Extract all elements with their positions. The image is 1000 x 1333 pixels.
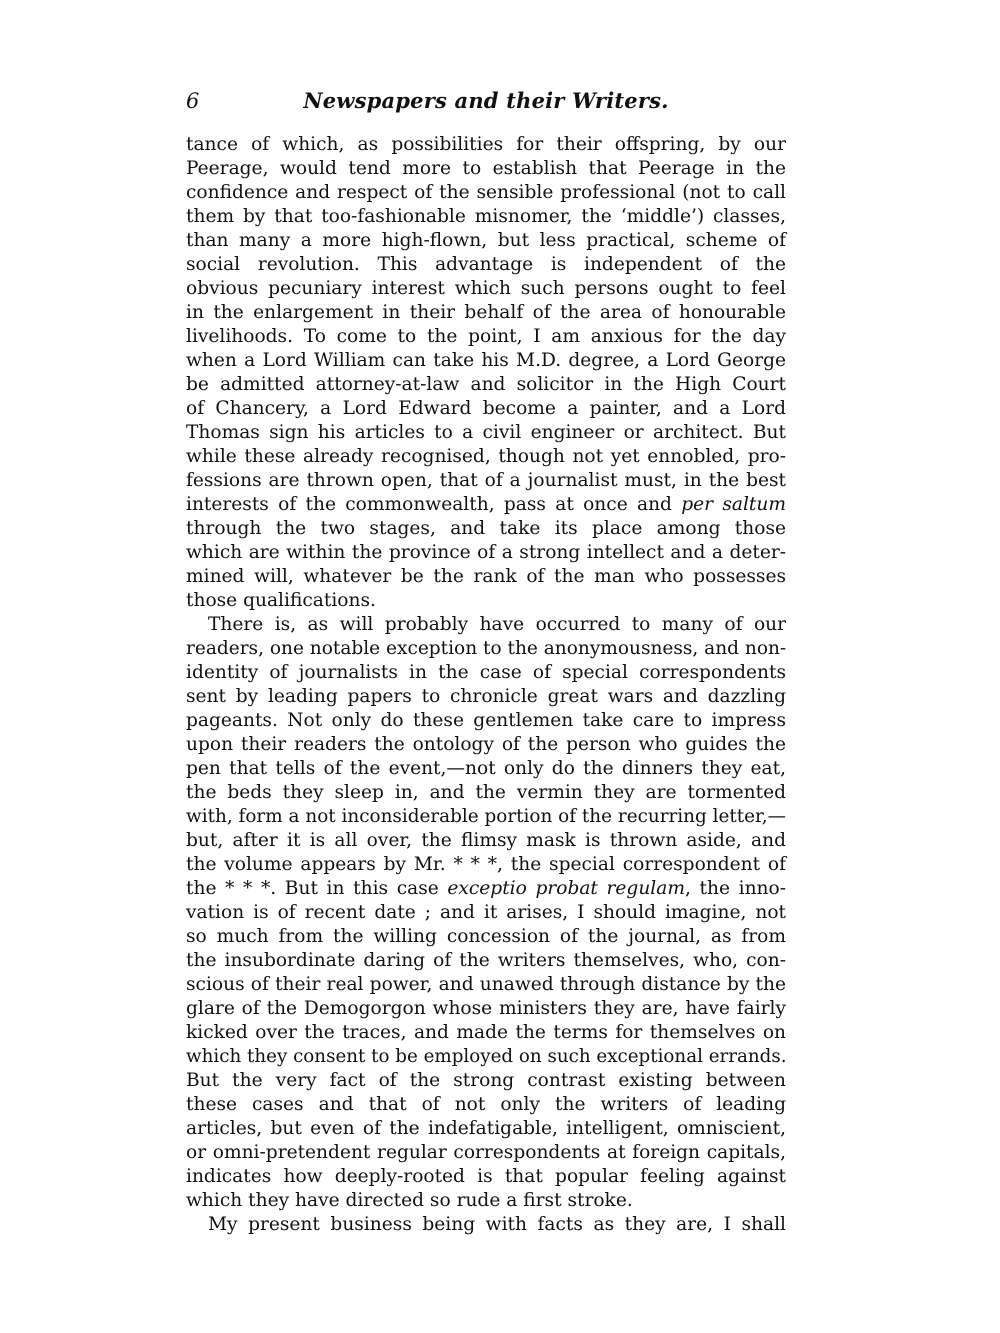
paragraph-end-line: which they have directed so rude a first stroke. xyxy=(186,1190,633,1211)
text-line: in the enlargement in their behalf of the area of honourable xyxy=(186,302,786,323)
text-line: which are within the province of a strong intellect and a deter- xyxy=(186,542,786,563)
text-line: upon their readers the ontology of the person who guides the xyxy=(186,734,786,755)
text-line: them by that too-fashionable misnomer, the ‘middle’) classes, xyxy=(186,206,786,227)
text-line: with, form a not inconsiderable portion of the recurring letter,— xyxy=(186,806,786,827)
text-line: But the very fact of the strong contrast existing between xyxy=(186,1070,786,1091)
text-line: or omni-pretendent regular correspondents at foreign capitals, xyxy=(186,1142,786,1163)
text-line: obvious pecuniary interest which such persons ought to feel xyxy=(186,278,786,299)
running-title: Newspapers and their Writers. xyxy=(303,88,669,113)
text-line-italic-phrase: interests of the commonwealth, pass at once and per saltum xyxy=(186,494,787,515)
body-text xyxy=(186,133,786,1237)
text-line-italic-phrase: the * * *. But in this case exceptio probat regulam, the inno- xyxy=(186,878,786,899)
text-line: these cases and that of not only the writers of leading xyxy=(186,1094,786,1115)
text-line: pageants. Not only do these gentlemen take care to impress xyxy=(186,710,786,731)
text-line: the volume appears by Mr. * * *, the special correspondent of xyxy=(186,854,786,875)
text-line: so much from the willing concession of the journal, as from xyxy=(186,926,786,947)
text-line: than many a more high-flown, but less practical, scheme of xyxy=(186,230,786,251)
text-line: indicates how deeply-rooted is that popular feeling against xyxy=(186,1166,786,1187)
italic-phrase: per saltum xyxy=(681,494,787,515)
text-line: articles, but even of the indefatigable, intelligent, omniscient, xyxy=(186,1118,786,1139)
text-line: livelihoods. To come to the point, I am anxious for the day xyxy=(186,326,786,347)
text-line: when a Lord William can take his M.D. degree, a Lord George xyxy=(186,350,786,371)
text-line: but, after it is all over, the flimsy mask is thrown aside, and xyxy=(186,830,786,851)
text-line: which they consent to be employed on such exceptional errands. xyxy=(186,1046,787,1067)
text-line: social revolution. This advantage is independent of the xyxy=(186,254,786,275)
page-header xyxy=(186,86,786,116)
text-line: the beds they sleep in, and the vermin they are tormented xyxy=(186,782,786,803)
text-line: Peerage, would tend more to establish that Peerage in the xyxy=(186,158,786,179)
italic-phrase: exceptio probat regulam xyxy=(447,878,685,899)
paragraph-end-line: those qualifications. xyxy=(186,590,376,611)
text-line: while these already recognised, though not yet ennobled, pro- xyxy=(186,446,786,467)
page-number: 6 xyxy=(186,89,200,113)
text-line: identity of journalists in the case of special correspondents xyxy=(186,662,786,683)
text-line: the insubordinate daring of the writers themselves, who, con- xyxy=(186,950,786,971)
paragraph-start-line: My present business being with facts as they are, I shall xyxy=(208,1214,786,1235)
text-line: scious of their real power, and unawed through distance by the xyxy=(186,974,786,995)
paragraph-start-line: There is, as will probably have occurred to many of our xyxy=(208,614,786,635)
text-line: fessions are thrown open, that of a journalist must, in the best xyxy=(186,470,786,491)
text-line: of Chancery, a Lord Edward become a painter, and a Lord xyxy=(186,398,786,419)
text-line: Thomas sign his articles to a civil engineer or architect. But xyxy=(186,422,786,443)
text-line: be admitted attorney-at-law and solicitor in the High Court xyxy=(186,374,786,395)
text-line: through the two stages, and take its place among those xyxy=(186,518,786,539)
text-line: readers, one notable exception to the anonymousness, and non- xyxy=(186,638,787,659)
text-line: kicked over the traces, and made the terms for themselves on xyxy=(186,1022,786,1043)
text-line: sent by leading papers to chronicle great wars and dazzling xyxy=(186,686,786,707)
text-line: pen that tells of the event,—not only do the dinners they eat, xyxy=(186,758,786,779)
text-line: vation is of recent date ; and it arises, I should imagine, not xyxy=(186,902,786,923)
text-line: mined will, whatever be the rank of the man who possesses xyxy=(186,566,786,587)
text-line: glare of the Demogorgon whose ministers they are, have fairly xyxy=(186,998,786,1019)
text-line: tance of which, as possibilities for their offspring, by our xyxy=(186,134,786,155)
text-line: confidence and respect of the sensible professional (not to call xyxy=(186,182,786,203)
